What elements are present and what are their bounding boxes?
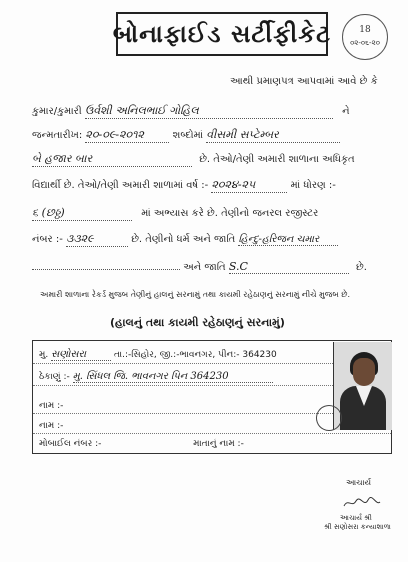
name-label: કુમાર/કુમારી (32, 106, 82, 117)
register-row (32, 232, 338, 247)
year-statement: વિદ્યાર્થી છે. તેઓ/તેણી અમારી શાળામાં વર્ષ :- (32, 180, 209, 191)
address-line2-label: ઠેકાણું :- (39, 372, 70, 382)
address-heading: (હાલનું તથા કાયમી રહેઠાણનું સરનામું) (110, 316, 285, 329)
school-statement: છે. તેઓ/તેણી અમારી શાળાના અધિકૃત (199, 154, 355, 165)
record-note: અમારી શાળાના રેકર્ડ મુજબ તેણીનું હાલનું સરનામું તથા કાયમી રહેઠાણનું સરનામું નીચે મુજબ છે. (40, 290, 351, 299)
caste-end: છે. (356, 262, 367, 273)
principal-signature (342, 496, 382, 510)
register-number-label: નંબર :- (32, 234, 63, 245)
seal-date: ૦૨-૦૬-૨૦ (350, 39, 380, 47)
school-seal (342, 14, 388, 60)
dob-words-value: વીસમી સપ્ટેમ્બર (206, 128, 340, 143)
caste-value: S.C (229, 260, 349, 274)
religion-statement: છે. તેણીનો ધર્મ અને જાતિ (131, 234, 236, 245)
religion-value: હિન્દુ-હરિજન ચમાર (238, 234, 338, 246)
address-rest: તા.:-સિહોર, જી.:-ભાવનગર, પીન:- 364230 (113, 350, 277, 360)
register-statement: માં અભ્યાસ કરે છે. તેણીનો જનરલ રજીસ્ટર (141, 208, 319, 219)
caste-label: અને જાતિ (183, 262, 226, 273)
address-line2-value: મુ. સિંધલ જિ. ભાવનગર પિન 364230 (73, 371, 273, 383)
address-line3-label: નામ :- (39, 401, 64, 411)
register-number-value: ૩૩૨૯ (66, 232, 128, 247)
dob-row (32, 128, 340, 143)
year-value: ૨૦૨૪-૨૫ (211, 178, 287, 193)
signature-area (324, 478, 391, 532)
name-value: ઉર્વશી અનિલભાઈ ગોહિલ (85, 104, 333, 119)
row-separator (33, 433, 391, 434)
dob-value: ૨૦-૦૯-૨૦૧૨ (85, 128, 169, 143)
std-value: ૬ (છઠ્ઠ) (32, 206, 132, 221)
school-name: શ્રી સણોસરા કન્યાશાળા (324, 523, 391, 531)
caste-blank (32, 269, 180, 270)
address-prefix: મુ. (39, 350, 49, 360)
dob-words-row2 (32, 152, 355, 167)
mobile-label: મોબાઈલ નંબર :- (39, 439, 102, 449)
address-line4-label: નામ :- (39, 421, 64, 431)
mobile-row (39, 439, 244, 449)
address-box (32, 340, 392, 454)
dob-words-label: શબ્દોમાં (172, 130, 204, 141)
name-suffix: ને (342, 106, 350, 117)
certificate-title: બોનાફાઈડ સર્ટીફીકેટ (112, 20, 332, 48)
mother-name-label: માતાનું નામ :- (193, 439, 244, 449)
principal-label: આચાર્ય (346, 478, 372, 487)
address-village: સણોસરા (51, 349, 111, 361)
title-box (112, 12, 332, 56)
address-line-1 (39, 349, 277, 361)
address-line-2 (39, 371, 273, 383)
address-line-4 (39, 421, 63, 431)
std-row (32, 206, 318, 221)
std-label: માં ધોરણ :- (290, 180, 336, 191)
name-row (32, 104, 350, 119)
dob-words-value-2: બે હજાર બાર (32, 152, 192, 167)
address-line-3 (39, 401, 63, 411)
caste-row (32, 260, 367, 274)
seal-number: 18 (359, 25, 371, 35)
year-row (32, 178, 336, 193)
dob-label: જન્મતારીખ: (32, 130, 83, 141)
intro-text: આથી પ્રમાણપત્ર આપવામાં આવે છે કે (230, 76, 378, 87)
principal-title: આચાર્ય શ્રી (340, 514, 372, 522)
